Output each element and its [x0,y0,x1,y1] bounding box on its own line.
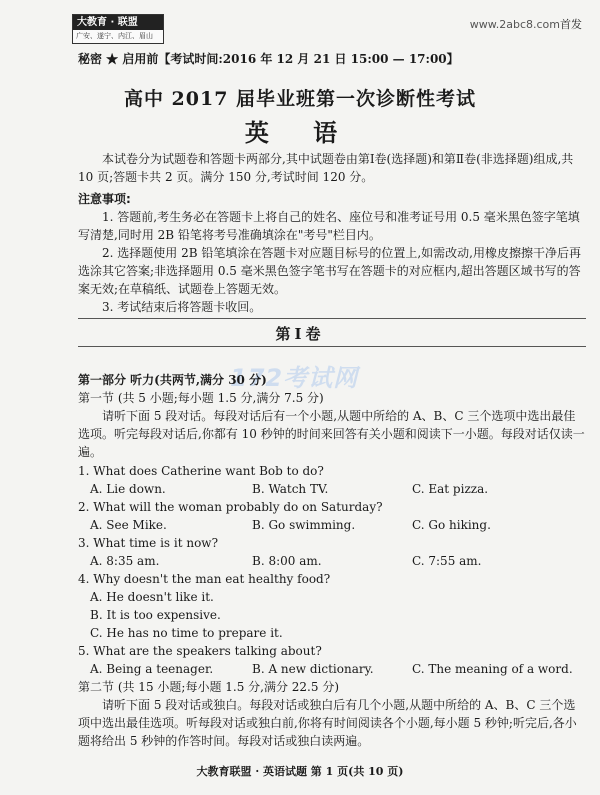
q1-option-a: A. Lie down. [90,482,166,496]
q4-option-a: A. He doesn't like it. [90,590,214,604]
exam-site-watermark: 172考试网 [230,364,359,392]
q1-option-b: B. Watch TV. [252,482,329,496]
section2-instructions: 请听下面 5 段对话或独白。每段对话或独白后有几个小题,从题中所给的 A、B、C 三个选项中选出最佳选项。听每段对话或独白前,你将有时间阅读各个小题,每小题 5 秒钟;听完后,各小题将给出 5 秒钟的作答时间。每段对话或独白读两遍。 [78,698,577,748]
volume-title: 第Ⅰ卷 [275,325,325,343]
q5-option-b: B. A new dictionary. [252,662,374,676]
q3-option-c: C. 7:55 am. [412,554,482,568]
subject-title: 英 语 [244,118,356,147]
question-1: 1. What does Catherine want Bob to do? [78,464,324,478]
site-watermark [470,16,582,32]
notes-heading: 注意事项: [78,192,131,206]
confidential-line: 秘密 ★ 启用前【考试时间:2016 年 12 月 21 日 15:00 — 17:00】 [78,52,459,66]
q1-option-c: C. Eat pizza. [412,482,489,496]
q3-option-b: B. 8:00 am. [252,554,322,568]
q5-option-c: C. The meaning of a word. [412,662,573,676]
logo-subtitle: 广安、遂宁、内江、眉山 [76,32,153,40]
question-2: 2. What will the woman probably do on Saturday? [78,500,383,514]
q2-option-a: A. See Mike. [90,518,167,532]
exam-title: 高中 2017 届毕业班第一次诊断性考试 [123,88,477,110]
note-item-2: 2. 选择题使用 2B 铅笔填涂在答题卡对应题目标号的位置上,如需改动,用橡皮擦擦干净后再选涂其它答案;非选择题用 0.5 毫米黑色签字笔书写在答题卡的对应框内,超出答题区域书写的答案无效;在草稿纸、试题卷上答题无效。 [78,246,581,296]
question-4: 4. Why doesn't the man eat healthy food? [78,572,331,586]
site-url-suffix: 首发 [560,18,582,31]
q5-option-a: A. Being a teenager. [90,662,214,676]
intro-paragraph: 本试卷分为试题卷和答题卡两部分,其中试题卷由第Ⅰ卷(选择题)和第Ⅱ卷(非选择题)组成,共 10 页;答题卡共 2 页。满分 150 分,考试时间 120 分。 [78,152,574,184]
site-url: www.2abc8.com [469,18,560,31]
q3-option-a: A. 8:35 am. [90,554,160,568]
section1-instructions: 请听下面 5 段对话。每段对话后有一个小题,从题中所给的 A、B、C 三个选项中选出最佳选项。听完每段对话后,你都有 10 秒钟的时间来回答有关小题和阅读下一小题。每段对话仅读一遍。 [78,409,585,459]
page-footer: 大教育联盟 · 英语试题 第 1 页(共 10 页) [196,765,404,778]
section2-heading: 第二节 (共 15 小题;每小题 1.5 分,满分 22.5 分) [78,680,339,694]
note-item-3: 3. 考试结束后将答题卡收回。 [102,300,262,314]
question-3: 3. What time is it now? [78,536,219,550]
q2-option-b: B. Go swimming. [252,518,356,532]
notes-block [78,190,586,316]
q4-option-b: B. It is too expensive. [90,608,221,622]
logo-title: 大教育 · 联盟 [73,15,163,30]
section1-heading: 第一节 (共 5 小题;每小题 1.5 分,满分 7.5 分) [78,391,324,405]
publisher-logo [72,14,164,44]
divider-bottom [78,346,586,347]
q2-option-c: C. Go hiking. [412,518,491,532]
note-item-1: 1. 答题前,考生务必在答题卡上将自己的姓名、座位号和准考证号用 0.5 毫米黑色签字笔填写清楚,同时用 2B 铅笔将考号准确填涂在"考号"栏目内。 [78,210,580,242]
q4-option-c: C. He has no time to prepare it. [90,626,283,640]
divider-top [78,318,586,319]
part1-heading: 第一部分 听力(共两节,满分 30 分) [78,373,267,387]
question-5: 5. What are the speakers talking about? [78,644,322,658]
